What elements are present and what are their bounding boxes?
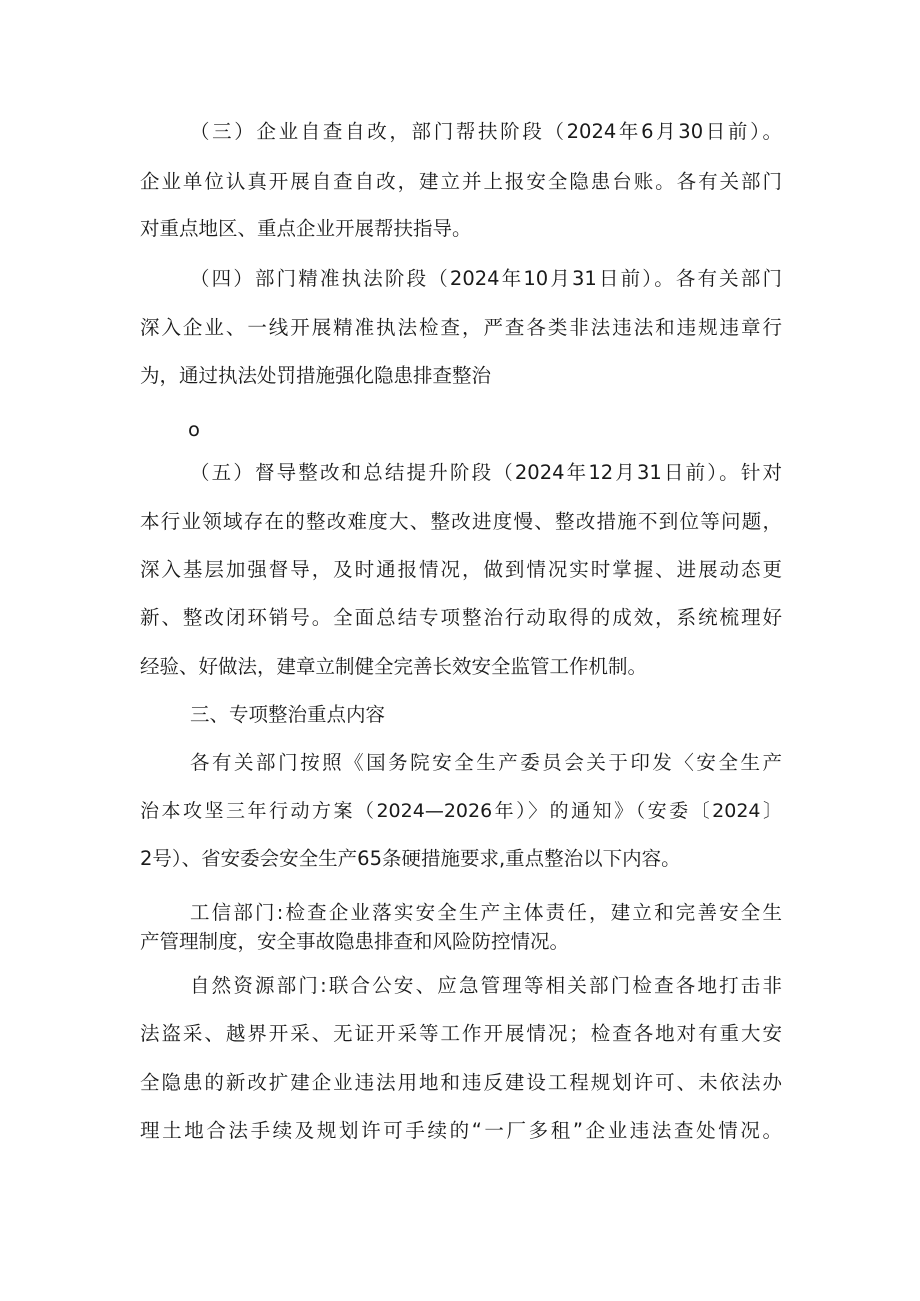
text-line: o [188, 418, 200, 441]
text-line: （五）督导整改和总结提升阶段（2024年12月31日前）。针对 [190, 461, 782, 484]
text-line: 产管理制度，安全事故隐患排查和风险防控情况。 [140, 930, 570, 953]
text-line: 工信部门:检查企业落实安全生产主体责任，建立和完善安全生 [190, 901, 782, 924]
text-line: 经验、好做法，建章立制健全完善长效安全监管工作机制。 [140, 655, 648, 678]
text-line: 深入基层加强督导，及时通报情况，做到情况实时掌握、进展动态更 [140, 558, 782, 581]
text-line: 全隐患的新改扩建企业违法用地和违反建设工程规划许可、未依法办 [140, 1071, 782, 1094]
text-line: 各有关部门按照《国务院安全生产委员会关于印发〈安全生产 [190, 751, 782, 774]
text-line: 企业单位认真开展自查自改，建立并上报安全隐患台账。各有关部门 [140, 170, 782, 193]
text-line: （三）企业自查自改，部门帮扶阶段（2024年6月30日前）。 [190, 120, 782, 143]
text-line: 法盗采、越界开采、无证开采等工作开展情况；检查各地对有重大安 [140, 1022, 782, 1045]
text-line: （四）部门精准执法阶段（2024年10月31日前）。各有关部门 [190, 267, 782, 290]
text-line: 本行业领域存在的整改难度大、整改进度慢、整改措施不到位等问题， [140, 510, 782, 533]
text-line: 理土地合法手续及规划许可手续的“一厂多租”企业违法查处情况。 [140, 1119, 782, 1142]
text-line: 为，通过执法处罚措施强化隐患排查整治 [140, 364, 492, 387]
text-line: 2号）、省安委会安全生产65条硬措施要求,重点整治以下内容。 [140, 847, 681, 870]
section-heading: 三、专项整治重点内容 [190, 703, 386, 726]
text-line: 对重点地区、重点企业开展帮扶指导。 [140, 217, 472, 240]
text-line: 治本攻坚三年行动方案（2024—2026年）〉的通知》（安委〔2024〕 [140, 800, 782, 822]
text-line: 新、整改闭环销号。全面总结专项整治行动取得的成效，系统梳理好 [140, 606, 782, 629]
text-line: 深入企业、一线开展精准执法检查，严查各类非法违法和违规违章行 [140, 316, 782, 339]
text-line: 自然资源部门:联合公安、应急管理等相关部门检查各地打击非 [190, 974, 782, 997]
